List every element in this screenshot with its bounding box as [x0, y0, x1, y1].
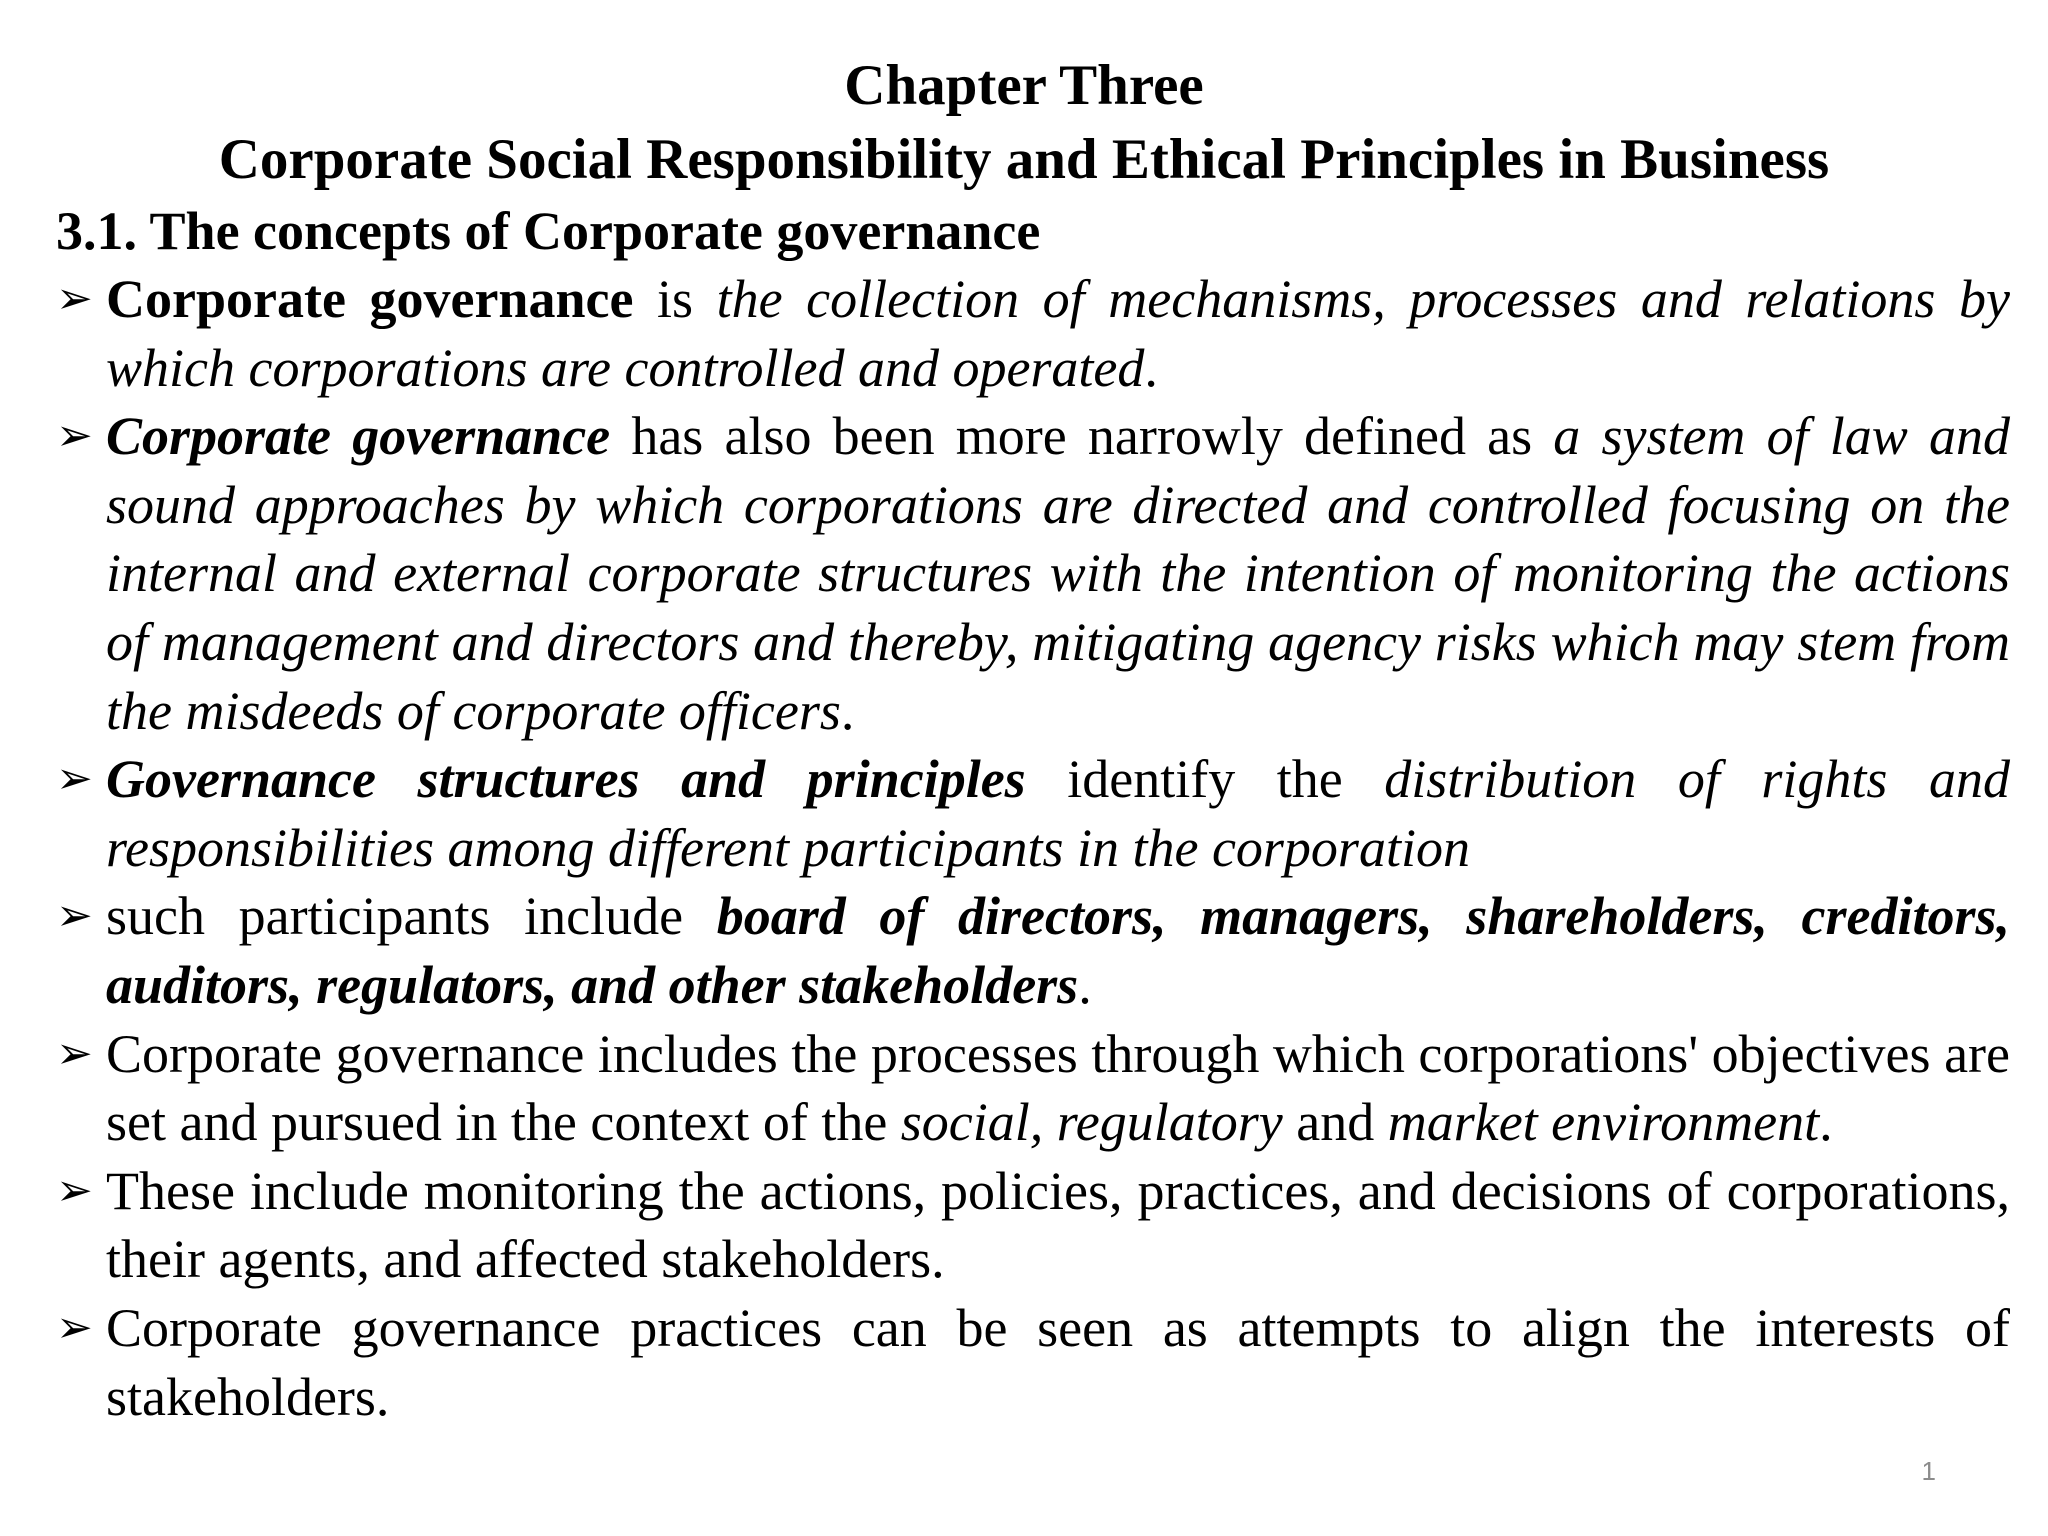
- arrowhead-bullet-icon: ➢: [56, 1027, 93, 1079]
- bullet-item: [56, 1294, 2010, 1431]
- bullet-text-segment: .: [1144, 337, 1158, 398]
- bullet-text-segment: identify the: [1025, 749, 1385, 810]
- arrowhead-bullet-icon: ➢: [56, 1164, 93, 1216]
- bullet-text-segment: the collection of mechanisms, processes and relations by which corporations are controlled and operated: [106, 269, 2010, 398]
- bullet-text-segment: Corporate governance: [106, 406, 611, 467]
- bullet-text-segment: Corporate governance practices can be seen as attempts to align the interests of stakeholders.: [106, 1297, 2010, 1427]
- bullet-text-segment: .: [840, 680, 855, 741]
- bullet-text-segment: is: [633, 269, 717, 329]
- arrowhead-bullet-icon: ➢: [56, 273, 93, 324]
- bullet-text-segment: board of directors, managers, shareholders, creditors, auditors, regulators, and other stakeholders: [106, 886, 2010, 1015]
- bullet-text-segment: Governance structures and principles: [106, 749, 1026, 810]
- chapter-title: Chapter Three: [844, 54, 1204, 117]
- bullet-text-segment: social, regulatory: [900, 1092, 1283, 1153]
- bullet-item: [56, 745, 2010, 882]
- bullet-item: [56, 402, 2010, 745]
- slide-number: 1: [1921, 1456, 1936, 1486]
- bullet-text-segment: such participants include: [106, 886, 717, 947]
- bullet-item: [56, 1157, 2010, 1294]
- bullet-item: [56, 1020, 2010, 1157]
- section-heading: 3.1. The concepts of Corporate governance: [56, 201, 1041, 261]
- bullet-text-segment: Corporate governance includes the processes through which corporations' objectives are set and pursued in the context of the: [106, 1023, 2010, 1153]
- bullet-text-segment: .: [1078, 954, 1092, 1015]
- bullet-list: [56, 265, 2010, 1431]
- bullet-text-segment: has also been more narrowly defined as: [610, 406, 1554, 467]
- bullet-item: [56, 882, 2010, 1019]
- arrowhead-bullet-icon: ➢: [56, 753, 93, 805]
- bullet-text-segment: distribution of rights and responsibilities among different participants in the corporation: [106, 749, 2010, 878]
- bullet-text-segment: Corporate governance: [106, 269, 634, 329]
- bullet-text-segment: market environment: [1387, 1092, 1820, 1153]
- arrowhead-bullet-icon: ➢: [56, 1301, 93, 1353]
- arrowhead-bullet-icon: ➢: [56, 410, 93, 462]
- bullet-text-segment: .: [1819, 1092, 1833, 1153]
- bullet-text-segment: a system of law and sound approaches by which corporations are directed and controlled focusing on the internal and external corporate structures with the intention of monitoring the actions of management and directors and thereby, mitigating agency risks which may stem from the misdeeds of corporate officers: [106, 406, 2010, 741]
- bullet-item: [56, 265, 2010, 402]
- chapter-subtitle: Corporate Social Responsibility and Ethical Principles in Business: [218, 128, 1830, 191]
- bullet-text-segment: These include monitoring the actions, policies, practices, and decisions of corporations, their agents, and affected stakeholders.: [106, 1160, 2010, 1290]
- bullet-text-segment: and: [1282, 1092, 1388, 1153]
- arrowhead-bullet-icon: ➢: [56, 890, 93, 942]
